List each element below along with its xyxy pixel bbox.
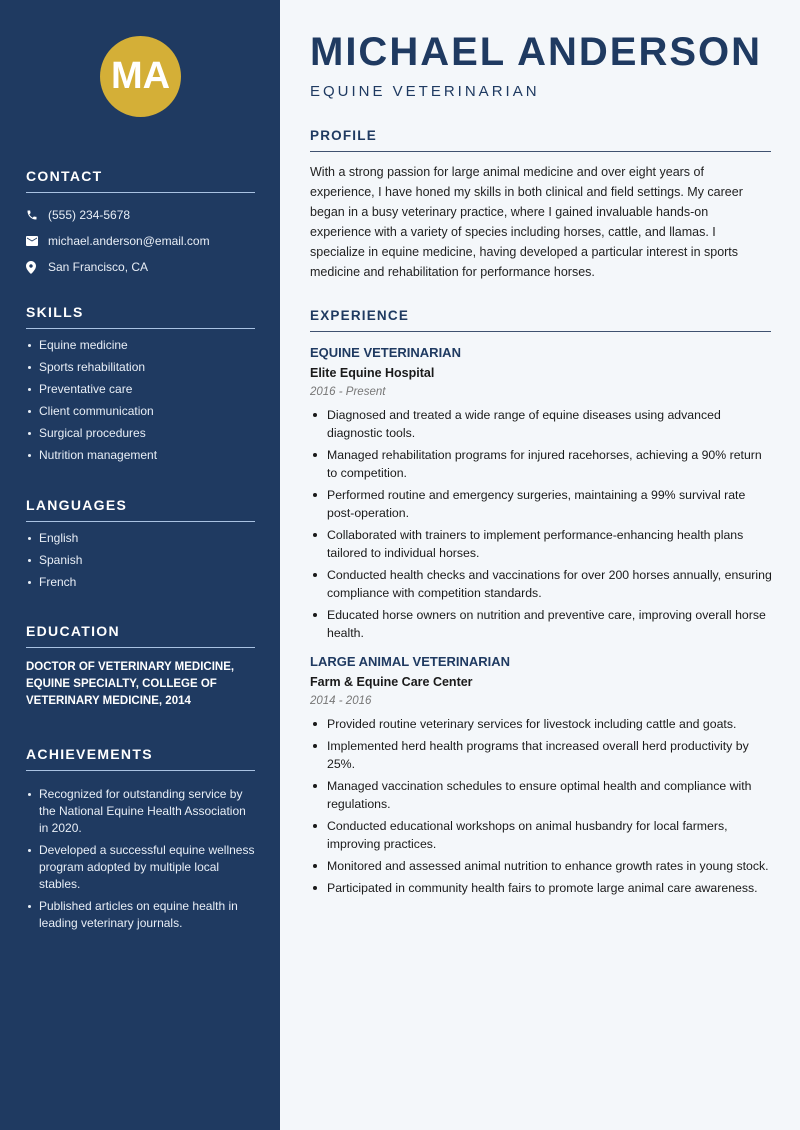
job-company: Farm & Equine Care Center bbox=[310, 675, 473, 689]
achievement-item: Published articles on equine health in leading veterinary journals. bbox=[26, 898, 255, 932]
achievement-item: Developed a successful equine wellness program adopted by multiple local stables. bbox=[26, 842, 255, 893]
location-pin-icon bbox=[26, 261, 48, 274]
contact-location bbox=[26, 254, 255, 280]
job-bullet: Implemented herd health programs that increased overall herd productivity by 25%. bbox=[310, 737, 772, 773]
job-bullet: Participated in community health fairs to promote large animal care awareness. bbox=[310, 879, 772, 897]
location-text: San Francisco, CA bbox=[48, 260, 149, 274]
avatar-initials: MA bbox=[110, 55, 171, 97]
achievements-section bbox=[26, 746, 255, 937]
sidebar bbox=[0, 0, 280, 1130]
languages-section bbox=[26, 497, 255, 596]
avatar bbox=[100, 36, 181, 117]
email-text: michael.anderson@email.com bbox=[48, 234, 210, 248]
skill-item: Surgical procedures bbox=[26, 425, 255, 442]
achievement-item: Recognized for outstanding service by the National Equine Health Association in 2020. bbox=[26, 786, 255, 837]
job-bullet: Diagnosed and treated a wide range of equine diseases using advanced diagnostic tools. bbox=[310, 406, 772, 442]
contact-section bbox=[26, 168, 255, 280]
phone-icon bbox=[26, 209, 48, 221]
contact-heading: CONTACT bbox=[26, 168, 255, 193]
job-title: EQUINE VETERINARIAN bbox=[310, 345, 461, 360]
language-item: French bbox=[26, 574, 255, 591]
job-bullet: Conducted health checks and vaccinations for over 200 horses annually, ensuring compliance with competition standards. bbox=[310, 566, 772, 602]
job-bullet: Educated horse owners on nutrition and preventive care, improving overall horse health. bbox=[310, 606, 772, 642]
skill-item: Client communication bbox=[26, 403, 255, 420]
skills-heading: SKILLS bbox=[26, 304, 255, 329]
job-dates: 2016 - Present bbox=[310, 386, 386, 398]
contact-email bbox=[26, 228, 255, 254]
job-bullet: Provided routine veterinary services for livestock including cattle and goats. bbox=[310, 715, 772, 733]
job-bullet: Managed vaccination schedules to ensure optimal health and compliance with regulations. bbox=[310, 777, 772, 813]
language-item: Spanish bbox=[26, 552, 255, 569]
job-bullet: Conducted educational workshops on animal husbandry for local farmers, improving practices. bbox=[310, 817, 772, 853]
candidate-role: EQUINE VETERINARIAN bbox=[310, 83, 540, 100]
education-section bbox=[26, 623, 255, 710]
experience-heading: EXPERIENCE bbox=[310, 308, 771, 332]
languages-heading: LANGUAGES bbox=[26, 497, 255, 522]
skill-item: Nutrition management bbox=[26, 447, 255, 464]
achievements-heading: ACHIEVEMENTS bbox=[26, 746, 255, 771]
email-icon bbox=[26, 236, 48, 246]
profile-heading: PROFILE bbox=[310, 128, 771, 152]
language-item: English bbox=[26, 530, 255, 547]
profile-text: With a strong passion for large animal medicine and over eight years of experience, I have honed my skills in both clinical and field settings. My career began in a busy veterinary practice, where I gained invaluable hands-on experience with a variety of species including horses, cattle, and llamas. I specialize in equine medicine, having developed a particular interest in sports medicine and rehabilitation for performance horses. bbox=[310, 165, 743, 279]
candidate-name: MICHAEL ANDERSON bbox=[310, 30, 763, 74]
job-bullet: Monitored and assessed animal nutrition to enhance growth rates in young stock. bbox=[310, 857, 772, 875]
job-bullet: Managed rehabilitation programs for injured racehorses, achieving a 90% return to competition. bbox=[310, 446, 772, 482]
job-bullet: Performed routine and emergency surgeries, maintaining a 99% survival rate post-operation. bbox=[310, 486, 772, 522]
job-entry bbox=[310, 345, 772, 642]
skill-item: Sports rehabilitation bbox=[26, 359, 255, 376]
job-company: Elite Equine Hospital bbox=[310, 366, 435, 380]
skill-item: Preventative care bbox=[26, 381, 255, 398]
education-heading: EDUCATION bbox=[26, 623, 255, 648]
experience-section bbox=[310, 308, 772, 901]
contact-phone bbox=[26, 202, 255, 228]
skill-item: Equine medicine bbox=[26, 337, 255, 354]
job-bullet: Collaborated with trainers to implement performance-enhancing health plans tailored to individual horses. bbox=[310, 526, 772, 562]
phone-text: (555) 234-5678 bbox=[48, 208, 131, 222]
job-title: LARGE ANIMAL VETERINARIAN bbox=[310, 654, 511, 669]
skills-section bbox=[26, 304, 255, 469]
job-entry bbox=[310, 654, 772, 897]
education-degree: DOCTOR OF VETERINARY MEDICINE, EQUINE SPECIALTY, COLLEGE OF VETERINARY MEDICINE, 2014 bbox=[26, 661, 235, 707]
job-dates: 2014 - 2016 bbox=[310, 695, 372, 707]
profile-section bbox=[310, 128, 772, 282]
